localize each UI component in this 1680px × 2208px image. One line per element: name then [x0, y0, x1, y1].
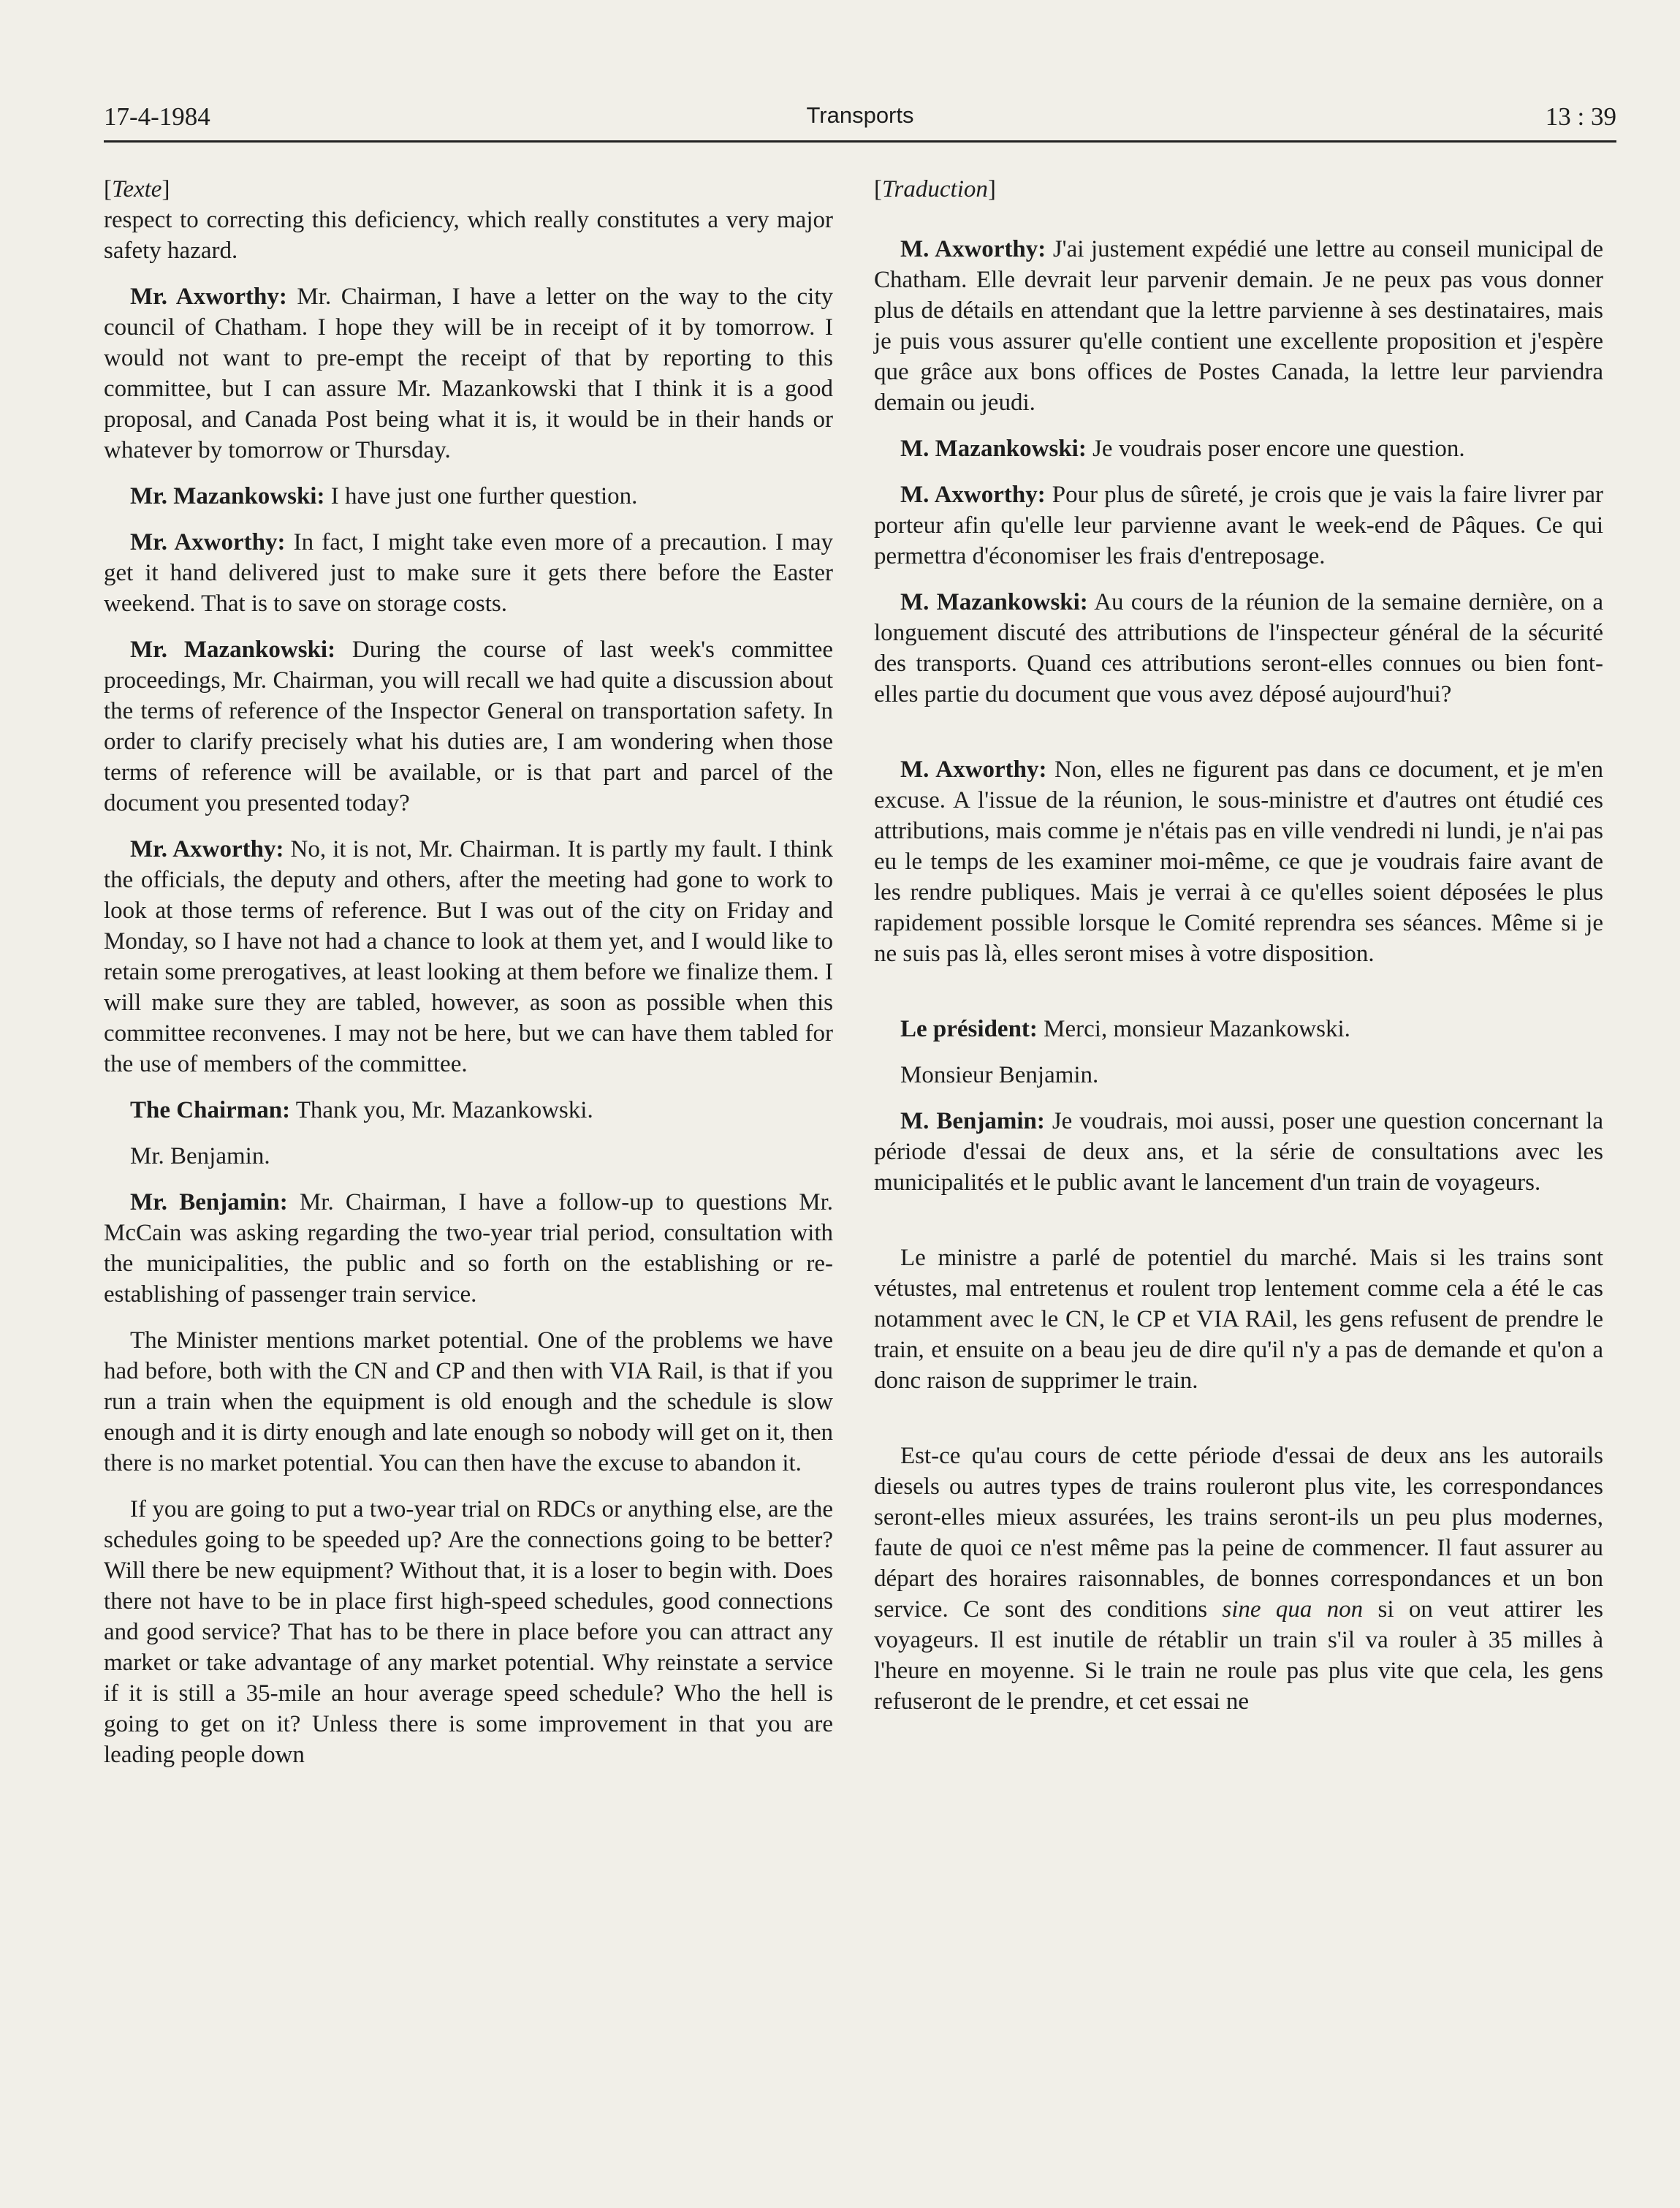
speaker: M. Benjamin: — [900, 1108, 1045, 1134]
paragraph: The Chairman: Thank you, Mr. Mazankowski. — [130, 1097, 593, 1123]
speaker: Mr. Axworthy: — [130, 836, 284, 862]
paragraph: M. Axworthy: Pour plus de sûreté, je crois que je vais la faire livrer par porteur afin qu'elle leur parvienne avant le week-end de Pâques. Ce qui permettra d'économiser les frais d'entreposage. — [874, 482, 1604, 569]
paragraph: Mr. Mazankowski: During the course of last week's committee proceedings, Mr. Chairman, you will recall we had quite a discussion about the terms of reference of the Inspector General on transportation safety. In order to clarify precisely what his duties are, I am wondering when those terms of reference will be available, or is that part and parcel of the document you presented today? — [104, 637, 833, 816]
header-date: 17-4-1984 — [104, 102, 210, 131]
french-label: [Traduction] — [874, 176, 996, 202]
speaker: Mr. Axworthy: — [130, 284, 287, 310]
paragraph: Mr. Benjamin. — [130, 1143, 270, 1169]
paragraph: If you are going to put a two-year trial on RDCs or anything else, are the schedules going to be speeded up? Are the connections going to be better? Will there be new equipment? Without that, it is a loser to begin with. Does there not have to be in place first high-speed schedules, good connections and good service? That has to be there in place before you can attract any market or take advantage of any market potential. Why reinstate a service if it is still a 35-mile an hour average speed schedule? Who the hell is going to get on it? Unless there is some improvement in that you are leading people down — [104, 1496, 833, 1768]
paragraph: The Minister mentions market potential. One of the problems we have had before, both with the CN and CP and then with VIA Rail, is that if you run a train when the equipment is old enough and the schedule is slow enough and it is dirty enough and late enough so nobody will get on it, then there is no market potential. You can then have the excuse to abandon it. — [104, 1327, 833, 1476]
paragraph: Est-ce qu'au cours de cette période d'essai de deux ans les autorails diesels ou autres types de trains rouleront plus vite, les correspondances seront-elles mieux assurées, les trains seront-ils un peu plus modernes, faute de quoi ce n'est même pas la peine de commencer. Il faut assurer au départ des horaires raisonnables, de bonnes correspondances et un bon service. Ce sont des conditions sine qua non si on veut attirer les voyageurs. Il est inutile de rétablir un train s'il va rouler à 35 milles à l'heure en moyenne. Si le train ne roule pas plus vite que cela, les gens refuseront de le prendre, et cet essai ne — [874, 1443, 1603, 1715]
speaker: Mr. Benjamin: — [130, 1189, 288, 1215]
paragraph: Mr. Axworthy: In fact, I might take even more of a precaution. I may get it hand delivered just to make sure it gets there before the Easter weekend. That is to save on storage costs. — [104, 529, 833, 617]
paragraph: M. Mazankowski: Je voudrais poser encore une question. — [900, 436, 1465, 462]
paragraph: Mr. Mazankowski: I have just one further question. — [130, 483, 638, 509]
speaker: Mr. Axworthy: — [130, 529, 286, 555]
speaker: The Chairman: — [130, 1097, 291, 1123]
paragraph: M. Benjamin: Je voudrais, moi aussi, poser une question concernant la période d'essai de deux ans, et la série de consultations avec les municipalités et le public avant le lancement d'un train de voyageurs. — [874, 1108, 1603, 1196]
paragraph: Mr. Axworthy: No, it is not, Mr. Chairman. It is partly my fault. I think the officials, the deputy and others, after the meeting had gone to work to look at those terms of reference. But I was out of the city on Friday and Monday, so I have not had a chance to look at them yet, and I would like to retain some prerogatives, at least looking at them before we finalize them. I will make sure they are tabled, however, as soon as possible when this committee reconvenes. I may not be here, but we can have them tabled for the use of members of the committee. — [104, 836, 833, 1077]
speaker: Mr. Mazankowski: — [130, 483, 325, 509]
speaker: M. Axworthy: — [900, 756, 1047, 783]
paragraph: Le président: Merci, monsieur Mazankowski. — [900, 1016, 1350, 1042]
paragraph: Monsieur Benjamin. — [900, 1062, 1099, 1088]
french-column — [874, 174, 1603, 1732]
english-column — [104, 174, 833, 1786]
speaker: Le président: — [900, 1016, 1038, 1042]
paragraph: Mr. Benjamin: Mr. Chairman, I have a follow-up to questions Mr. McCain was asking regarding the two-year trial period, consultation with the municipalities, the public and so forth on the establishing or re-establishing of passenger train service. — [104, 1189, 833, 1308]
speaker: M. Axworthy: — [900, 482, 1046, 508]
paragraph: M. Mazankowski: Au cours de la réunion de la semaine dernière, on a longuement discuté des attributions de l'inspecteur général de la sécurité des transports. Quand ces attributions seront-elles connues ou bien font-elles partie du document que vous avez déposé aujourd'hui? — [874, 589, 1603, 707]
speaker: M. Mazankowski: — [900, 436, 1087, 462]
paragraph: Mr. Axworthy: Mr. Chairman, I have a letter on the way to the city council of Chatham. I hope they will be in receipt of it by tomorrow. I would not want to pre-empt the receipt of that by reporting to this committee, but I can assure Mr. Mazankowski that I think it is a good proposal, and Canada Post being what it is, it would be in their hands or whatever by tomorrow or Thursday. — [104, 284, 834, 463]
paragraph: respect to correcting this deficiency, which really constitutes a very major safety hazard. — [104, 207, 833, 264]
paragraph: M. Axworthy: J'ai justement expédié une lettre au conseil municipal de Chatham. Elle devrait leur parvenir demain. Je ne peux pas vous donner plus de détails en attendant que la lettre parvienne à ses destinataires, mais je puis vous assurer qu'elle contient une excellente proposition et j'espère que grâce aux bons offices de Postes Canada, la lettre leur parviendra demain ou jeudi. — [874, 236, 1603, 416]
speaker: M. Mazankowski: — [900, 589, 1088, 615]
paragraph: Le ministre a parlé de potentiel du marché. Mais si les trains sont vétustes, mal entretenus et roulent trop lentement comme cela a été le cas notamment avec le CN, le CP et VIA RAil, les gens refusent de prendre le train, et ensuite on a beau jeu de dire qu'il n'y a pas de demande et qu'on a donc raison de supprimer le train. — [874, 1245, 1603, 1394]
header-page-number: 13 : 39 — [1545, 102, 1616, 131]
speaker: M. Axworthy: — [900, 236, 1046, 262]
paragraph: M. Axworthy: Non, elles ne figurent pas dans ce document, et je m'en excuse. A l'issue de la réunion, le sous-ministre et d'autres ont étudié ces attributions, mais comme je n'étais pas en ville vendredi ni lundi, je n'ai pas eu le temps de les examiner moi-même, ce que je voudrais faire avant de les rendre publiques. Mais je verrai à ce qu'elles soient déposées le plus rapidement possible lorsque le Comité reprendra ses séances. Même si je ne suis pas là, elles seront mises à votre disposition. — [874, 756, 1603, 967]
page-header — [104, 102, 1616, 145]
header-title: Transports — [806, 102, 914, 128]
speaker: Mr. Mazankowski: — [130, 637, 336, 663]
english-label: [Texte] — [104, 176, 170, 202]
header-rule — [104, 140, 1616, 143]
